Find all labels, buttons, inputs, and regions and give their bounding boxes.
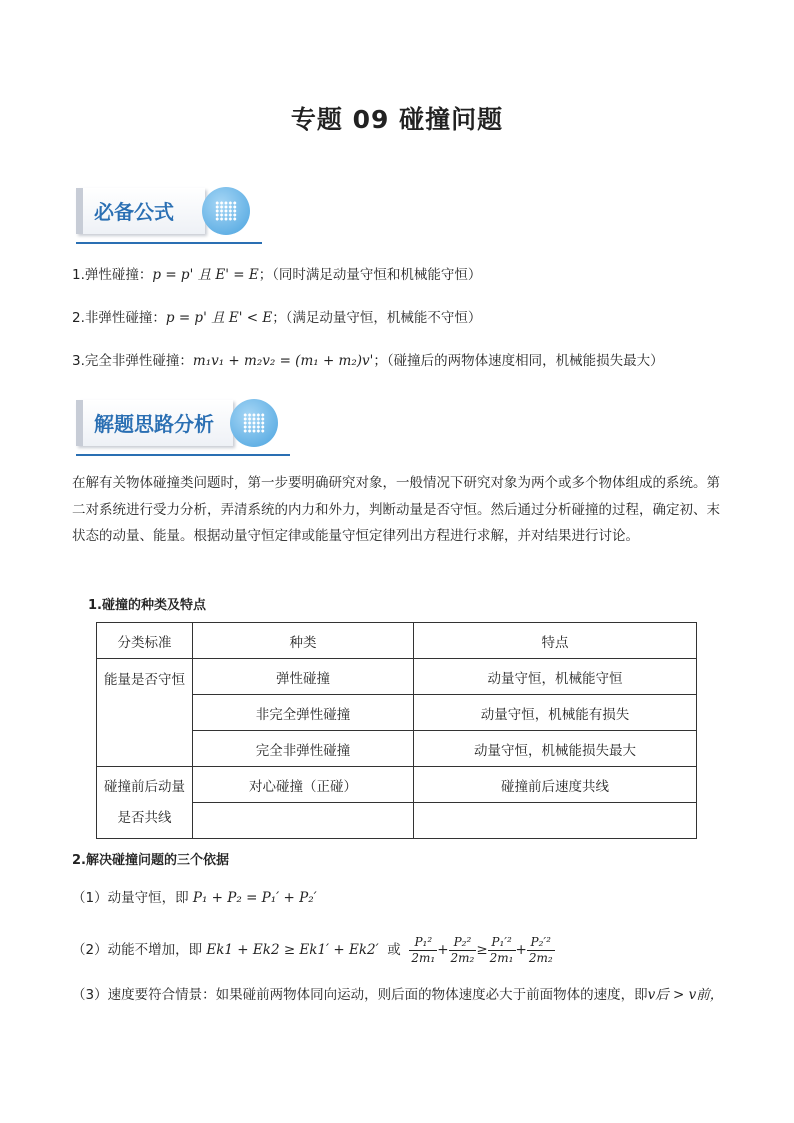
badge-label: 解题思路分析	[94, 412, 214, 436]
table-cell: 完全非弹性碰撞	[193, 731, 414, 767]
section-badge-formulas	[76, 188, 266, 234]
basis-line: （1）动量守恒，即 P₁ + P₂ = P₁′ + P₂′	[72, 890, 317, 906]
kinetic-energy-inequality: $\frac{\text{P₁²}}{\text{2m₁}}$ + $\frac{\text{P₂²}}{\text{2m₂}}$ ≥ $\frac{\text{P₁′²}}{\text{2m₁}}$ + $\frac{\text{P₂′²}}{\text{2m₂}}$	[411, 934, 553, 965]
formula-line: 2.非弹性碰撞：p = p' 且 E' < E；（满足动量守恒，机械能不守恒）	[72, 310, 482, 326]
table-cell: 对心碰撞（正碰）	[193, 767, 414, 803]
table-cell	[193, 803, 414, 839]
analysis-paragraph: 在解有关物体碰撞类问题时，第一步要明确研究对象，一般情况下研究对象为两个或多个物体组成的系统。第二对系统进行受力分析，弄清系统的内力和外力，判断动量是否守恒。然后通过分析碰撞的过程，确定初、末状态的动量、能量。根据动量守恒定律或能量守恒定律列出方程进行求解，并对结果进行讨论。	[72, 475, 720, 544]
table-cell	[414, 803, 697, 839]
table-cell: 动量守恒，机械能损失最大	[414, 731, 697, 767]
table-cell: 动量守恒，机械能守恒	[414, 659, 697, 695]
basis-line: （3）速度要符合情景：如果碰前两物体同向运动，则后面的物体速度必大于前面物体的速度，即v后 > v前，	[72, 987, 724, 1003]
table-cell: 弹性碰撞	[193, 659, 414, 695]
formula-line: 1.弹性碰撞：p = p' 且 E' = E；（同时满足动量守恒和机械能守恒）	[72, 267, 482, 283]
basis-line: （2）动能不增加，即 Ek1 + Ek2 ≥ Ek1′ + Ek2′ 或 $\frac{\text{P₁²}}{\text{2m₁}}$ + $\frac{\text{P₂²}}{\text{2m₂}}$ ≥ $\frac{\text{P₁′²}}{\text{2m₁}}$ + $\frac{\text{P₂′²}}{\text{2m₂}}$	[72, 934, 553, 965]
table-title: 1.碰撞的种类及特点	[88, 598, 206, 613]
formula-line: 3.完全非弹性碰撞：m₁v₁ + m₂v₂ = (m₁ + m₂)v'；（碰撞后的两物体速度相同，机械能损失最大）	[72, 353, 664, 369]
table-header: 特点	[414, 623, 697, 659]
table-cell: 动量守恒，机械能有损失	[414, 695, 697, 731]
section-badge-analysis	[76, 400, 296, 446]
table-cell: 非完全弹性碰撞	[193, 695, 414, 731]
divider	[76, 454, 290, 456]
collision-types-table	[96, 622, 697, 839]
table-group-cell: 碰撞前后动量是否共线	[97, 767, 193, 839]
page-title: 专题 09 碰撞问题	[290, 105, 504, 134]
divider	[76, 242, 262, 244]
table-header: 分类标准	[97, 623, 193, 659]
table-cell: 碰撞前后速度共线	[414, 767, 697, 803]
grid-dots-icon	[202, 187, 250, 235]
grid-dots-icon	[230, 399, 278, 447]
table-header: 种类	[193, 623, 414, 659]
table-group-cell: 能量是否守恒	[97, 659, 193, 767]
badge-label: 必备公式	[94, 200, 174, 224]
section-heading: 2.解决碰撞问题的三个依据	[72, 853, 229, 868]
